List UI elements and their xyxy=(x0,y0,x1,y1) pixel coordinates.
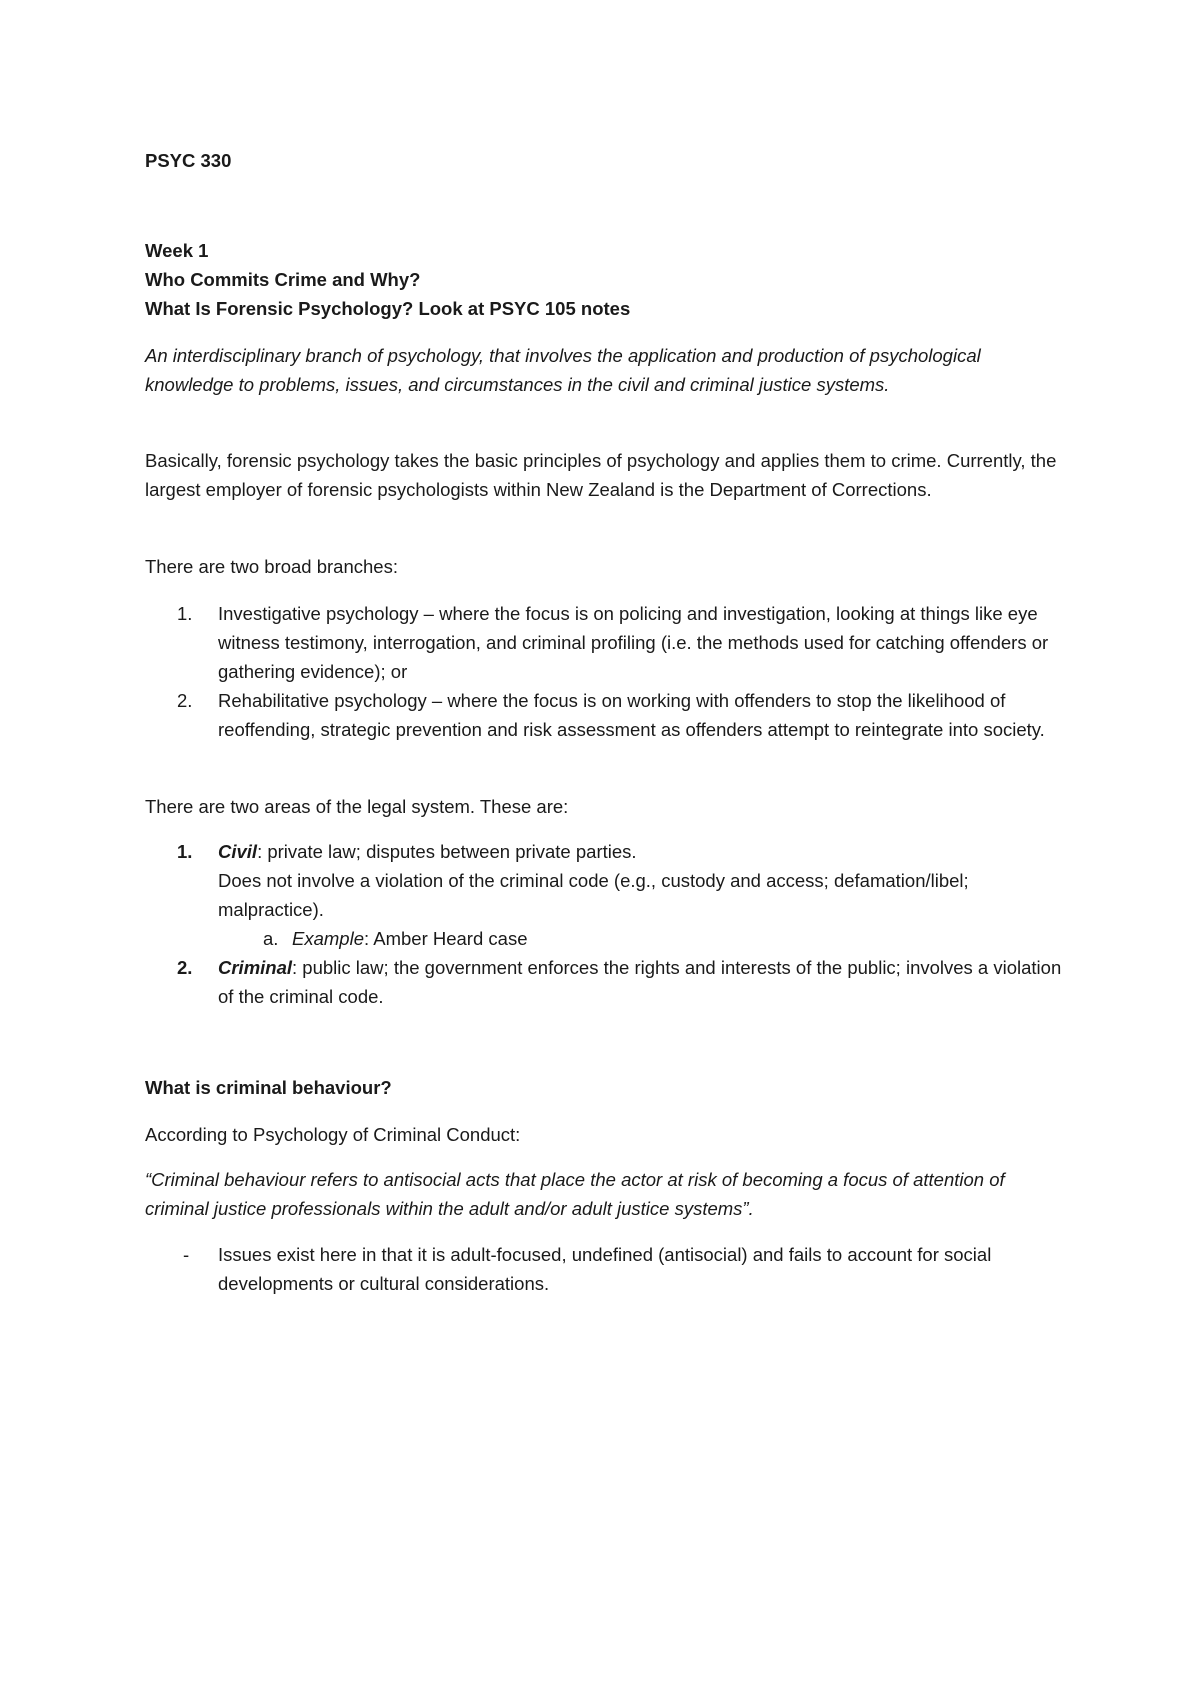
document-page xyxy=(145,0,1065,1696)
week-header xyxy=(145,236,630,323)
example-term: Example xyxy=(292,928,364,949)
criminal-text: : public law; the government enforces the rights and interests of the public; involves a violation of the criminal code. xyxy=(218,957,1062,1007)
list-item-civil xyxy=(145,837,1065,924)
section-heading: What is criminal behaviour? xyxy=(145,1077,392,1098)
bullet-list xyxy=(145,1240,1065,1298)
legal-intro: There are two areas of the legal system. These are: xyxy=(145,796,569,817)
list-item xyxy=(145,686,1065,744)
dash-marker: - xyxy=(183,1244,190,1265)
week-title: Who Commits Crime and Why? xyxy=(145,269,421,290)
list-item-criminal xyxy=(145,953,1065,1011)
list-item-text: Rehabilitative psychology – where the focus is on working with offenders to stop the likelihood of reoffending, strategic prevention and risk assessment as offenders attempt to reintegrate into society. xyxy=(218,690,1045,740)
list-number: 1. xyxy=(177,603,193,624)
course-code: PSYC 330 xyxy=(145,150,232,171)
basically-paragraph: Basically, forensic psychology takes the basic principles of psychology and applies them to crime. Currently, the largest employer of forensic psychologists within New Zealand is the Department of Corrections. xyxy=(145,450,1057,500)
list-item-text: Issues exist here in that it is adult-focused, undefined (antisocial) and fails to account for social developments or cultural considerations. xyxy=(218,1244,992,1294)
branches-list xyxy=(145,599,1065,744)
according-paragraph: According to Psychology of Criminal Conduct: xyxy=(145,1124,521,1145)
sublist-item xyxy=(145,924,1065,953)
list-number: 2. xyxy=(177,690,193,711)
branches-intro: There are two broad branches: xyxy=(145,556,398,577)
list-item-text: Investigative psychology – where the focus is on policing and investigation, looking at things like eye witness testimony, interrogation, and criminal profiling (i.e. the methods used for catching offenders or gathering evidence); or xyxy=(218,603,1049,682)
list-number: 1. xyxy=(177,841,193,862)
list-item xyxy=(145,1240,1065,1298)
week-label: Week 1 xyxy=(145,240,209,261)
definition-paragraph: An interdisciplinary branch of psychology, that involves the application and production of psychological knowledge to problems, issues, and circumstances in the civil and criminal justice systems. xyxy=(145,345,981,395)
civil-term: Civil xyxy=(218,841,258,862)
list-number: 2. xyxy=(177,957,193,978)
legal-areas-list xyxy=(145,837,1065,1011)
example-text: : Amber Heard case xyxy=(363,928,528,949)
civil-text: : private law; disputes between private parties. xyxy=(257,841,637,862)
week-subtitle: What Is Forensic Psychology? Look at PSYC 105 notes xyxy=(145,298,631,319)
civil-text-2: Does not involve a violation of the criminal code (e.g., custody and access; defamation/libel; malpractice). xyxy=(218,870,969,920)
criminal-term: Criminal xyxy=(218,957,293,978)
sublist-letter: a. xyxy=(263,928,279,949)
quote-paragraph: “Criminal behaviour refers to antisocial acts that place the actor at risk of becoming a focus of attention of criminal justice professionals within the adult and/or adult justice systems”. xyxy=(145,1169,1005,1219)
list-item xyxy=(145,599,1065,686)
